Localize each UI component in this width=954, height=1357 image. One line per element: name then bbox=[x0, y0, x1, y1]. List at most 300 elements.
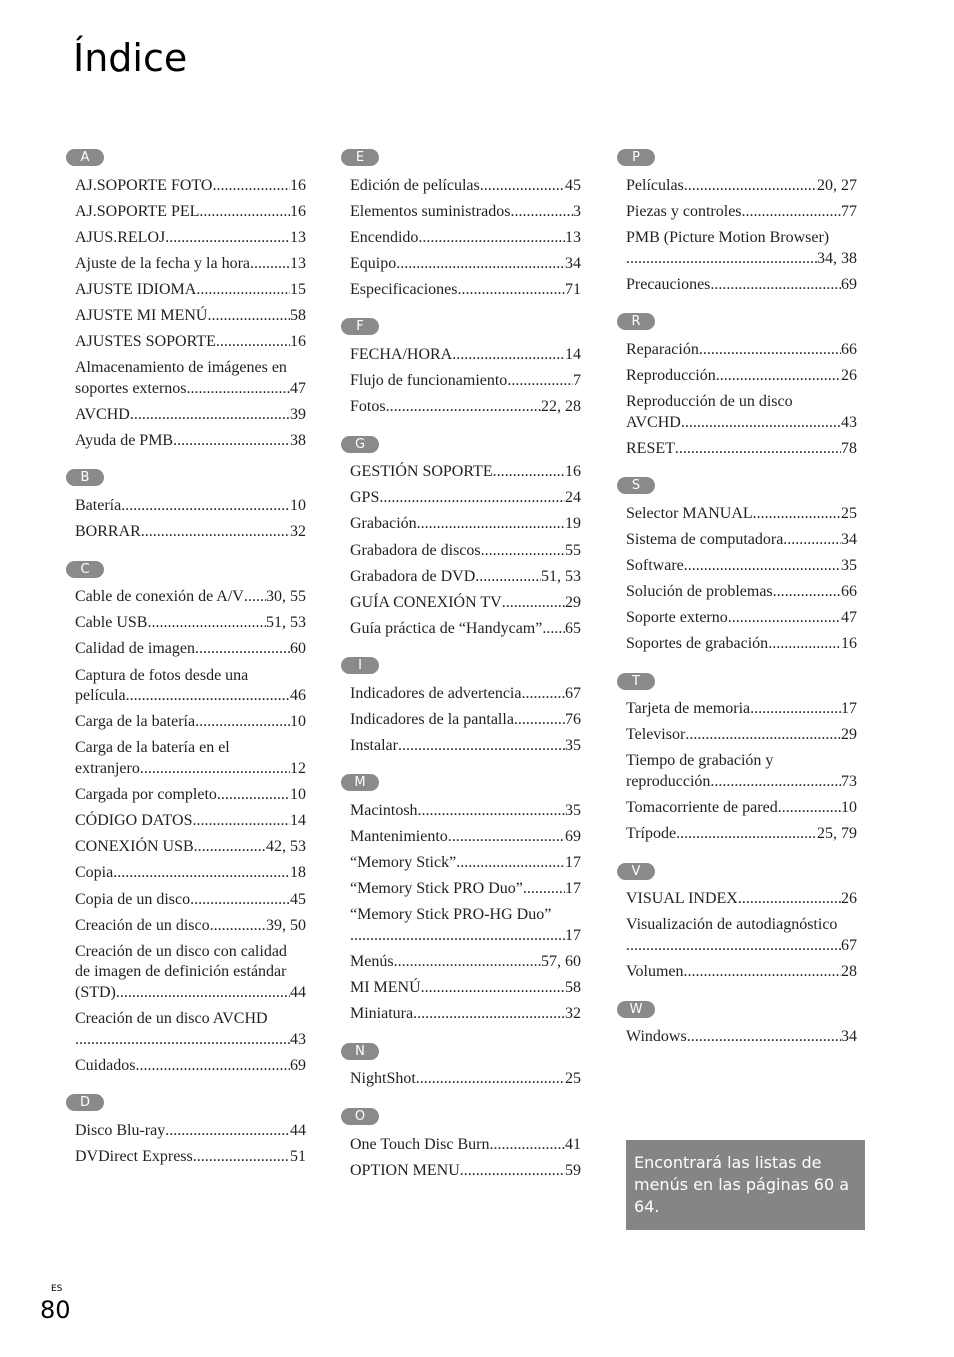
index-entry bbox=[75, 835, 306, 861]
index-entry bbox=[350, 824, 581, 850]
index-entry bbox=[350, 251, 581, 277]
dot-leader bbox=[676, 824, 817, 845]
dot-leader bbox=[126, 686, 290, 707]
index-entry-label: VISUAL INDEX bbox=[626, 890, 738, 908]
dot-leader bbox=[458, 280, 566, 301]
index-entry bbox=[626, 389, 857, 436]
index-entry bbox=[626, 697, 857, 723]
index-entry-label: CONEXIÓN USB bbox=[75, 838, 194, 856]
index-entry bbox=[75, 1053, 306, 1079]
dot-leader bbox=[196, 280, 290, 301]
index-entry-page: 69 bbox=[841, 275, 857, 293]
dot-leader bbox=[195, 712, 290, 733]
dot-leader bbox=[687, 1027, 841, 1048]
dot-leader bbox=[489, 1135, 565, 1156]
dot-leader bbox=[350, 926, 565, 947]
index-entry-page: 41 bbox=[565, 1135, 581, 1153]
index-entry-text: Almacenamiento de imágenes en bbox=[75, 359, 287, 377]
dot-leader bbox=[681, 413, 841, 434]
index-entry bbox=[75, 1118, 306, 1144]
index-entry-text: Carga de la batería en el bbox=[75, 739, 230, 757]
dot-leader bbox=[507, 371, 573, 392]
index-entry bbox=[75, 402, 306, 428]
index-entry-page: 35 bbox=[565, 802, 581, 820]
index-entry bbox=[626, 822, 857, 848]
index-entry-page: 17 bbox=[565, 880, 581, 898]
index-entry bbox=[75, 663, 306, 710]
index-entry-label: BORRAR bbox=[75, 523, 141, 541]
index-entry-label: NightShot bbox=[350, 1070, 416, 1088]
dot-leader bbox=[683, 962, 841, 983]
index-entry-label: Ajuste de la fecha y la hora bbox=[75, 254, 251, 272]
index-section-n bbox=[341, 1042, 581, 1093]
dot-leader bbox=[140, 759, 290, 780]
index-entry-text: “Memory Stick PRO-HG Duo” bbox=[350, 906, 552, 924]
section-letter-badge: V bbox=[617, 863, 655, 880]
index-entry bbox=[75, 277, 306, 303]
index-entry bbox=[350, 903, 581, 950]
index-section-g bbox=[341, 435, 581, 643]
index-section-e bbox=[341, 148, 581, 303]
dot-leader bbox=[416, 1069, 565, 1090]
index-entry-page: 10 bbox=[290, 786, 306, 804]
dot-leader bbox=[481, 541, 565, 562]
index-entry-label: “Memory Stick PRO Duo” bbox=[350, 880, 523, 898]
section-letter-badge: B bbox=[66, 469, 104, 486]
menu-lists-note: Encontrará las listas de menús en las páginas 60 a 64. bbox=[626, 1140, 865, 1230]
index-entry-page: 17 bbox=[565, 854, 581, 872]
index-entry bbox=[626, 795, 857, 821]
dot-leader bbox=[738, 889, 841, 910]
dot-leader bbox=[523, 879, 565, 900]
dot-leader bbox=[710, 772, 841, 793]
index-entry-label: RESET bbox=[626, 439, 675, 457]
dot-leader bbox=[194, 837, 266, 858]
index-entry-page: 15 bbox=[290, 281, 306, 298]
index-entry-label: Copia de un disco bbox=[75, 890, 191, 908]
dot-leader bbox=[710, 275, 841, 296]
index-entry bbox=[75, 1006, 306, 1053]
dot-leader bbox=[460, 1161, 565, 1182]
index-entry-label: Indicadores de la pantalla bbox=[350, 710, 514, 728]
index-entry-label: AJUSTE IDIOMA bbox=[75, 281, 197, 298]
section-letter-badge: W bbox=[617, 1001, 655, 1018]
index-entry-label: Calidad de imagen bbox=[75, 640, 195, 658]
index-entry-label: AVCHD bbox=[75, 406, 130, 424]
index-entry bbox=[626, 225, 857, 272]
index-entry bbox=[626, 887, 857, 913]
index-entry-text: Creación de un disco AVCHD bbox=[75, 1010, 268, 1028]
index-entry bbox=[75, 225, 306, 251]
index-entry-page: 60 bbox=[290, 640, 306, 658]
index-entry-label: Sistema de computadora bbox=[626, 530, 784, 548]
index-entry bbox=[350, 733, 581, 759]
index-entry bbox=[350, 512, 581, 538]
index-entry-label: Cuidados bbox=[75, 1056, 136, 1074]
index-entry-page: 65 bbox=[565, 619, 581, 637]
dot-leader bbox=[130, 405, 290, 426]
index-entry bbox=[350, 342, 581, 368]
dot-leader bbox=[193, 811, 291, 832]
section-letter-badge: P bbox=[617, 149, 655, 166]
index-entry bbox=[350, 950, 581, 976]
dot-leader bbox=[244, 587, 266, 608]
index-entry-label: GPS bbox=[350, 489, 380, 507]
dot-leader bbox=[773, 582, 841, 603]
index-entry bbox=[75, 710, 306, 736]
index-entry-page: 34 bbox=[841, 530, 857, 548]
section-letter-badge: M bbox=[341, 774, 379, 791]
dot-leader bbox=[768, 634, 841, 655]
index-entry-page: 10 bbox=[290, 497, 306, 515]
dot-leader bbox=[417, 514, 565, 535]
index-entry bbox=[350, 368, 581, 394]
index-entry bbox=[75, 809, 306, 835]
index-entry-label: Reparación bbox=[626, 340, 699, 358]
dot-leader bbox=[190, 890, 290, 911]
index-entry-label: Grabadora de DVD bbox=[350, 567, 476, 585]
index-section-i bbox=[341, 656, 581, 759]
dot-leader bbox=[413, 1004, 565, 1025]
index-entry bbox=[75, 520, 306, 546]
dot-leader bbox=[783, 530, 841, 551]
section-letter-badge: G bbox=[341, 436, 379, 453]
index-entry-label: Películas bbox=[626, 176, 684, 194]
index-entry-page: 51 bbox=[290, 1148, 306, 1166]
index-entry-page: 35 bbox=[841, 556, 857, 574]
index-entry-label: Flujo de funcionamiento bbox=[350, 372, 508, 390]
index-entry-page: 26 bbox=[841, 890, 857, 908]
index-entry-label: Precauciones bbox=[626, 275, 711, 293]
index-entry-label: Piezas y controles bbox=[626, 202, 742, 220]
index-entry-label: Grabadora de discos bbox=[350, 541, 481, 559]
index-entry-label: Tomacorriente de pared bbox=[626, 799, 778, 817]
index-entry-page: 55 bbox=[565, 541, 581, 559]
section-letter-badge: F bbox=[341, 318, 379, 335]
page-language-code: ES bbox=[51, 1284, 63, 1294]
index-entry bbox=[626, 199, 857, 225]
dot-leader bbox=[626, 249, 817, 270]
dot-leader bbox=[421, 978, 565, 999]
index-entry-page: 30, 55 bbox=[266, 588, 306, 606]
index-entry-page: 51, 53 bbox=[266, 614, 306, 632]
index-entry bbox=[626, 527, 857, 553]
dot-leader bbox=[210, 916, 266, 937]
index-entry-label: soportes externos bbox=[75, 379, 187, 397]
dot-leader bbox=[514, 710, 565, 731]
index-entry bbox=[75, 199, 306, 225]
index-entry-label: (STD) bbox=[75, 984, 116, 1002]
index-entry-label: OPTION MENU bbox=[350, 1161, 460, 1179]
index-entry-page: 45 bbox=[290, 890, 306, 908]
dot-leader bbox=[684, 176, 817, 197]
index-section-b bbox=[66, 468, 306, 545]
index-entry bbox=[350, 173, 581, 199]
index-entry bbox=[75, 736, 306, 783]
index-entry-text: Tiempo de grabación y bbox=[626, 752, 774, 770]
index-entry bbox=[350, 590, 581, 616]
index-entry bbox=[626, 749, 857, 796]
index-entry bbox=[75, 913, 306, 939]
index-section-p bbox=[617, 148, 857, 298]
index-entry-page: 71 bbox=[565, 281, 581, 298]
index-entry-page: 34, 38 bbox=[817, 249, 857, 267]
index-entry-page: 39 bbox=[290, 406, 306, 424]
index-entry bbox=[75, 428, 306, 454]
index-entry-page: 25 bbox=[841, 504, 857, 522]
index-entry-page: 46 bbox=[290, 687, 306, 705]
dot-leader bbox=[173, 431, 290, 452]
index-entry-label: Software bbox=[626, 556, 684, 574]
index-section-v bbox=[617, 862, 857, 986]
index-entry bbox=[626, 553, 857, 579]
index-entry-label: Trípode bbox=[626, 825, 677, 843]
index-entry bbox=[350, 681, 581, 707]
index-entry-page: 66 bbox=[841, 582, 857, 600]
index-entry-label: Televisor bbox=[626, 726, 686, 744]
index-entry bbox=[626, 913, 857, 960]
index-entry bbox=[626, 501, 857, 527]
dot-leader bbox=[626, 936, 841, 957]
dot-leader bbox=[386, 397, 541, 418]
index-entry-label: Guía práctica de “Handycam” bbox=[350, 619, 543, 637]
index-entry-page: 26 bbox=[841, 366, 857, 384]
index-entry-text: Visualización de autodiagnóstico bbox=[626, 916, 838, 934]
index-entry bbox=[350, 877, 581, 903]
index-entry bbox=[626, 631, 857, 657]
dot-leader bbox=[448, 827, 565, 848]
dot-leader bbox=[685, 725, 841, 746]
index-entry bbox=[626, 723, 857, 749]
section-letter-badge: O bbox=[341, 1108, 379, 1125]
index-entry-label: Cable USB bbox=[75, 614, 148, 632]
index-entry-page: 44 bbox=[290, 1122, 306, 1140]
section-letter-badge: N bbox=[341, 1043, 379, 1060]
index-entry-page: 44 bbox=[290, 984, 306, 1002]
index-entry bbox=[626, 363, 857, 389]
dot-leader bbox=[475, 567, 541, 588]
index-entry-page: 12 bbox=[290, 760, 306, 778]
index-entry bbox=[75, 251, 306, 277]
index-entry-label: Selector MANUAL bbox=[626, 504, 753, 522]
index-entry-label: Windows bbox=[626, 1028, 687, 1046]
index-entry bbox=[350, 1132, 581, 1158]
dot-leader bbox=[542, 619, 565, 640]
dot-leader bbox=[394, 952, 541, 973]
index-entry-page: 34 bbox=[565, 254, 581, 272]
dot-leader bbox=[165, 1121, 290, 1142]
index-entry-page: 58 bbox=[290, 307, 306, 325]
index-entry bbox=[350, 538, 581, 564]
index-entry-page: 16 bbox=[290, 202, 306, 220]
index-entry-page: 47 bbox=[841, 609, 857, 627]
index-entry-page: 57, 60 bbox=[541, 953, 581, 971]
index-entry-label: reproducción bbox=[626, 773, 711, 791]
index-entry-label: película bbox=[75, 687, 126, 705]
index-entry bbox=[626, 959, 857, 985]
index-section-a bbox=[66, 148, 306, 454]
index-entry-page: 39, 50 bbox=[266, 916, 306, 934]
index-entry bbox=[75, 493, 306, 519]
index-entry-label: Cargada por completo bbox=[75, 786, 217, 804]
index-entry-page: 25, 79 bbox=[817, 825, 857, 843]
index-entry-label: AJUS.RELOJ bbox=[75, 228, 166, 246]
section-letter-badge: A bbox=[66, 149, 104, 166]
index-entry-label: Especificaciones bbox=[350, 281, 458, 298]
index-entry-text: PMB (Picture Motion Browser) bbox=[626, 228, 830, 246]
index-entry-page: 16 bbox=[565, 463, 581, 481]
index-entry-label: Tarjeta de memoria bbox=[626, 700, 751, 718]
index-entry bbox=[350, 225, 581, 251]
index-entry-page: 22, 28 bbox=[541, 398, 581, 416]
index-entry-page: 47 bbox=[290, 379, 306, 397]
dot-leader bbox=[116, 983, 290, 1004]
dot-leader bbox=[250, 254, 290, 275]
index-entry-label: CÓDIGO DATOS bbox=[75, 812, 193, 830]
dot-leader bbox=[379, 488, 565, 509]
index-entry-text: Captura de fotos desde una bbox=[75, 666, 249, 684]
index-entry bbox=[350, 851, 581, 877]
index-entry-page: 17 bbox=[565, 927, 581, 945]
index-entry bbox=[350, 460, 581, 486]
index-entry bbox=[75, 637, 306, 663]
dot-leader bbox=[398, 736, 565, 757]
dot-leader bbox=[750, 699, 841, 720]
dot-leader bbox=[113, 863, 290, 884]
dot-leader bbox=[502, 593, 565, 614]
index-entry-label: AJ.SOPORTE PEL. bbox=[75, 202, 204, 220]
index-entry bbox=[75, 611, 306, 637]
dot-leader bbox=[75, 1030, 290, 1051]
index-entry-label: Equipo bbox=[350, 254, 397, 272]
dot-leader bbox=[165, 228, 290, 249]
index-entry-label: Soporte externo bbox=[626, 609, 728, 627]
dot-leader bbox=[203, 202, 290, 223]
dot-leader bbox=[753, 504, 841, 525]
dot-leader bbox=[452, 345, 565, 366]
index-entry-label: One Touch Disc Burn bbox=[350, 1135, 490, 1153]
page-number: 80 bbox=[40, 1296, 71, 1324]
dot-leader bbox=[493, 462, 565, 483]
index-entry-label: Instalar bbox=[350, 737, 398, 755]
dot-leader bbox=[147, 613, 266, 634]
index-column-1 bbox=[66, 148, 306, 1184]
index-entry-label: Solución de problemas bbox=[626, 582, 773, 600]
index-entry bbox=[350, 707, 581, 733]
index-entry-label: FECHA/HORA bbox=[350, 346, 453, 364]
index-entry-label: Cable de conexión de A/V bbox=[75, 588, 244, 606]
index-entry-label: Ayuda de PMB bbox=[75, 432, 174, 450]
index-entry-page: 34 bbox=[841, 1028, 857, 1046]
index-entry-page: 13 bbox=[290, 228, 306, 246]
index-entry-page: 35 bbox=[565, 737, 581, 755]
index-entry-page: 67 bbox=[841, 937, 857, 955]
dot-leader bbox=[216, 332, 290, 353]
index-entry-label: AJ.SOPORTE FOTO bbox=[75, 176, 213, 194]
dot-leader bbox=[212, 176, 290, 197]
index-entry-page: 25 bbox=[565, 1070, 581, 1088]
index-entry-label: Macintosh bbox=[350, 802, 418, 820]
index-entry-page: 66 bbox=[841, 340, 857, 358]
index-entry bbox=[350, 616, 581, 642]
index-entry-page: 43 bbox=[841, 413, 857, 431]
index-entry bbox=[75, 585, 306, 611]
page-title: Índice bbox=[73, 36, 188, 80]
index-entry bbox=[75, 783, 306, 809]
index-entry-label: “Memory Stick” bbox=[350, 854, 457, 872]
section-letter-badge: S bbox=[617, 477, 655, 494]
dot-leader bbox=[195, 639, 290, 660]
index-section-f bbox=[341, 317, 581, 420]
section-letter-badge: R bbox=[617, 313, 655, 330]
index-entry-label: Disco Blu-ray bbox=[75, 1122, 166, 1140]
index-entry bbox=[75, 173, 306, 199]
index-entry-page: 28 bbox=[841, 963, 857, 981]
index-entry-text: Creación de un disco con calidad de imagen de definición estándar bbox=[75, 942, 287, 981]
dot-leader bbox=[699, 340, 841, 361]
index-entry-label: Batería bbox=[75, 497, 122, 515]
index-entry-label: Volumen bbox=[626, 963, 684, 981]
section-letter-badge: D bbox=[66, 1094, 104, 1111]
index-entry-page: 14 bbox=[565, 346, 581, 364]
index-entry-page: 51, 53 bbox=[541, 567, 581, 585]
index-entry-label: AJUSTE MI MENÚ bbox=[75, 307, 208, 325]
index-section-m bbox=[341, 773, 581, 1027]
index-entry-page: 43 bbox=[290, 1030, 306, 1048]
section-letter-badge: T bbox=[617, 673, 655, 690]
index-entry-page: 17 bbox=[841, 700, 857, 718]
index-entry bbox=[350, 976, 581, 1002]
index-entry bbox=[626, 605, 857, 631]
index-entry-page: 76 bbox=[565, 710, 581, 728]
index-entry-page: 24 bbox=[565, 489, 581, 507]
index-entry-page: 18 bbox=[290, 864, 306, 882]
index-entry-label: MI MENÚ bbox=[350, 979, 421, 997]
dot-leader bbox=[728, 608, 841, 629]
dot-leader bbox=[217, 785, 290, 806]
dot-leader bbox=[207, 306, 290, 327]
index-entry-label: Carga de la batería bbox=[75, 713, 196, 731]
index-entry-page: 3 bbox=[573, 202, 581, 220]
dot-leader bbox=[121, 496, 290, 517]
index-entry-page: 32 bbox=[565, 1005, 581, 1023]
index-entry-page: 16 bbox=[841, 635, 857, 653]
index-section-t bbox=[617, 672, 857, 848]
index-entry bbox=[626, 173, 857, 199]
index-entry-page: 73 bbox=[841, 773, 857, 791]
index-entry-page: 32 bbox=[290, 523, 306, 541]
dot-leader bbox=[684, 556, 841, 577]
index-entry-label: AVCHD bbox=[626, 413, 681, 431]
index-entry-page: 58 bbox=[565, 979, 581, 997]
index-entry bbox=[626, 579, 857, 605]
index-entry-page: 69 bbox=[565, 828, 581, 846]
dot-leader bbox=[480, 176, 565, 197]
index-entry bbox=[75, 356, 306, 403]
index-entry bbox=[75, 861, 306, 887]
index-entry-label: extranjero bbox=[75, 760, 140, 778]
section-letter-badge: C bbox=[66, 561, 104, 578]
index-entry bbox=[75, 329, 306, 355]
dot-leader bbox=[510, 202, 573, 223]
dot-leader bbox=[396, 254, 565, 275]
dot-leader bbox=[742, 202, 841, 223]
index-entry bbox=[350, 277, 581, 303]
index-entry-label: Mantenimiento bbox=[350, 828, 448, 846]
index-entry-label: AJUSTES SOPORTE bbox=[75, 333, 216, 351]
index-entry bbox=[626, 1025, 857, 1051]
index-entry-label: Indicadores de advertencia bbox=[350, 684, 522, 702]
